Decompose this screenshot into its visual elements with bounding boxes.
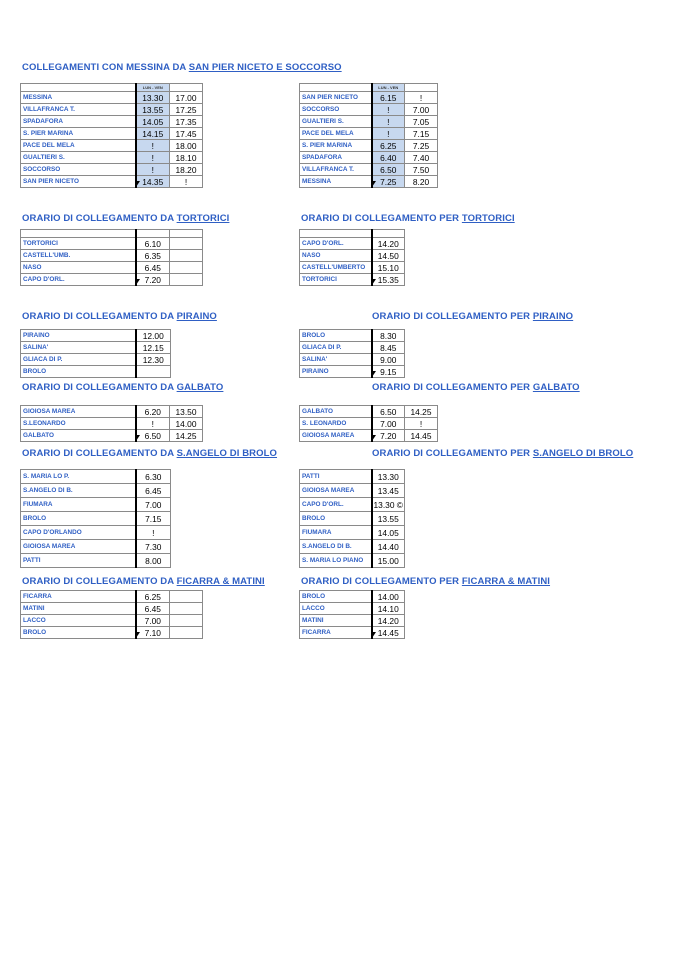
departure-time: 7.25	[372, 176, 405, 188]
galbato-to-title: ORARIO DI COLLEGAMENTO PER GALBATO	[372, 382, 580, 393]
departure-time: !	[372, 116, 405, 128]
stop-name: SALINA'	[21, 342, 136, 354]
table-row	[21, 262, 203, 274]
departure-time: 7.00	[136, 498, 171, 512]
table-row	[300, 140, 438, 152]
sangelo-from-link[interactable]: S.ANGELO DI BROLO	[176, 448, 278, 459]
departure-time: 7.30	[136, 540, 171, 554]
stop-name: BROLO	[300, 330, 372, 342]
departure-time: 14.40	[372, 540, 405, 554]
stop-name: MESSINA	[300, 176, 372, 188]
departure-time: 6.50	[136, 430, 170, 442]
stop-name: SPADAFORA	[21, 116, 136, 128]
stop-name: MESSINA	[21, 92, 136, 104]
ficarra-from-table	[20, 590, 203, 639]
stop-name: S.ANGELO DI B.	[21, 484, 136, 498]
departure-time: 6.50	[372, 406, 405, 418]
sangelo-to-table	[299, 469, 405, 568]
stop-name: FIUMARA	[300, 526, 372, 540]
ficarra-to-title: ORARIO DI COLLEGAMENTO PER FICARRA & MATINI	[301, 576, 551, 587]
departure-time	[170, 250, 203, 262]
stop-name: PIRAINO	[21, 330, 136, 342]
departure-time	[136, 366, 171, 378]
stop-name: PATTI	[21, 554, 136, 568]
departure-time: 13.50	[170, 406, 203, 418]
departure-time: 7.05	[405, 116, 438, 128]
table-row	[300, 615, 405, 627]
table-row	[300, 430, 438, 442]
piraino-to-table	[299, 329, 405, 378]
departure-time	[170, 591, 203, 603]
departure-time: 6.35	[136, 250, 170, 262]
departure-time: 17.00	[170, 92, 203, 104]
departure-time	[170, 615, 203, 627]
header-cell	[405, 84, 438, 92]
departure-time: 7.20	[372, 430, 405, 442]
departure-time: 8.00	[136, 554, 171, 568]
stop-name: BROLO	[21, 366, 136, 378]
messina-to-table	[299, 83, 438, 188]
departure-time: 14.05	[136, 116, 170, 128]
departure-time: 14.15	[136, 128, 170, 140]
header-cell	[300, 84, 372, 92]
departure-time: 13.55	[136, 104, 170, 116]
ficarra-from-title: ORARIO DI COLLEGAMENTO DA FICARRA & MATINI	[22, 576, 265, 587]
departure-time: 6.50	[372, 164, 405, 176]
sangelo-to-title: ORARIO DI COLLEGAMENTO PER S.ANGELO DI BROLO	[372, 448, 634, 459]
departure-time: 18.00	[170, 140, 203, 152]
table-row	[21, 512, 171, 526]
departure-time: 17.25	[170, 104, 203, 116]
departure-time: 6.25	[136, 591, 170, 603]
departure-time: 6.30	[136, 470, 171, 484]
departure-time: 7.10	[136, 627, 170, 639]
departure-time: 6.10	[136, 238, 170, 250]
stop-name: CAPO D'ORL.	[300, 238, 372, 250]
departure-time: 17.35	[170, 116, 203, 128]
departure-time: 8.45	[372, 342, 405, 354]
departure-time: 7.00	[136, 615, 170, 627]
piraino-from-title: ORARIO DI COLLEGAMENTO DA PIRAINO	[22, 311, 217, 322]
departure-time: 6.20	[136, 406, 170, 418]
departure-time: 14.45	[405, 430, 438, 442]
departure-time	[170, 262, 203, 274]
stop-name: S. MARIA LO P.	[21, 470, 136, 484]
tortorici-from-link[interactable]: TORTORICI	[176, 213, 230, 224]
tortorici-from-title: ORARIO DI COLLEGAMENTO DA TORTORICI	[22, 213, 230, 224]
stop-name: GALBATO	[21, 430, 136, 442]
stop-name: CAPO D'ORLANDO	[21, 526, 136, 540]
departure-time: 18.20	[170, 164, 203, 176]
stop-name: S. MARIA LO PIANO	[300, 554, 372, 568]
table-row	[21, 116, 203, 128]
blank-cell	[21, 230, 136, 238]
table-row	[300, 366, 405, 378]
departure-time: 13.30	[372, 470, 405, 484]
departure-time: 14.35	[136, 176, 170, 188]
departure-time: 15.10	[372, 262, 405, 274]
blank-cell	[300, 230, 372, 238]
ficarra-to-link[interactable]: FICARRA & MATINI	[461, 576, 551, 587]
table-row	[21, 128, 203, 140]
departure-time: 14.20	[372, 615, 405, 627]
stop-name: S. LEONARDO	[300, 418, 372, 430]
table-row	[300, 152, 438, 164]
departure-time: 6.25	[372, 140, 405, 152]
sangelo-from-title: ORARIO DI COLLEGAMENTO DA S.ANGELO DI BROLO	[22, 448, 278, 459]
departure-time: 13.30	[136, 92, 170, 104]
table-row	[300, 238, 405, 250]
table-row	[21, 615, 203, 627]
stop-name: FIUMARA	[21, 498, 136, 512]
table-row	[300, 526, 405, 540]
piraino-from-link[interactable]: PIRAINO	[176, 311, 217, 322]
table-row	[300, 262, 405, 274]
stop-name: S. PIER MARINA	[21, 128, 136, 140]
departure-time: 6.45	[136, 603, 170, 615]
departure-time: 7.15	[405, 128, 438, 140]
schedule-header-label: LUN - VEN	[136, 84, 170, 92]
departure-time: 14.00	[170, 418, 203, 430]
tortorici-to-title: ORARIO DI COLLEGAMENTO PER TORTORICI	[301, 213, 515, 224]
departure-time: 12.00	[136, 330, 171, 342]
departure-time: 14.10	[372, 603, 405, 615]
stop-name: CASTELL'UMBERTO	[300, 262, 372, 274]
table-row	[300, 627, 405, 639]
departure-time: !	[405, 418, 438, 430]
sangelo-to-link[interactable]: S.ANGELO DI BROLO	[532, 448, 634, 459]
departure-time: 6.40	[372, 152, 405, 164]
table-row	[300, 116, 438, 128]
departure-time: 17.45	[170, 128, 203, 140]
departure-time: !	[136, 164, 170, 176]
departure-time: !	[405, 92, 438, 104]
departure-time: 12.30	[136, 354, 171, 366]
stop-name: BROLO	[21, 512, 136, 526]
departure-time: 7.25	[405, 140, 438, 152]
table-row	[300, 354, 405, 366]
table-row	[21, 366, 171, 378]
table-row	[300, 540, 405, 554]
tortorici-from-table	[20, 229, 203, 286]
stop-name: PIRAINO	[300, 366, 372, 378]
table-row	[21, 470, 171, 484]
piraino-to-title: ORARIO DI COLLEGAMENTO PER PIRAINO	[372, 311, 574, 322]
table-row	[300, 176, 438, 188]
table-row	[21, 238, 203, 250]
departure-time: 14.25	[405, 406, 438, 418]
galbato-from-table	[20, 405, 203, 442]
departure-time: 7.15	[136, 512, 171, 526]
departure-time: 14.05	[372, 526, 405, 540]
stop-name: FICARRA	[21, 591, 136, 603]
stop-name: CAPO D'ORL.	[300, 498, 372, 512]
departure-time: !	[136, 140, 170, 152]
messina-section-title: COLLEGAMENTI CON MESSINA DA SAN PIER NICETO E SOCCORSO	[22, 62, 342, 73]
header-cell	[21, 84, 136, 92]
departure-time: 6.45	[136, 484, 171, 498]
departure-time: 18.10	[170, 152, 203, 164]
departure-time	[170, 238, 203, 250]
stop-name: GIOIOSA MAREA	[300, 430, 372, 442]
table-row	[21, 554, 171, 568]
stop-name: VILLAFRANCA T.	[300, 164, 372, 176]
stop-name: GLIACA DI P.	[21, 354, 136, 366]
table-row	[21, 250, 203, 262]
stop-name: GIOIOSA MAREA	[21, 406, 136, 418]
messina-from-table	[20, 83, 203, 188]
stop-name: GUALTIERI S.	[21, 152, 136, 164]
messina-title-link[interactable]: SAN PIER NICETO E SOCCORSO	[188, 62, 342, 73]
table-row	[21, 140, 203, 152]
departure-time: 15.00	[372, 554, 405, 568]
blank-cell	[372, 230, 405, 238]
departure-time: !	[372, 128, 405, 140]
table-row	[21, 330, 171, 342]
stop-name: S.LEONARDO	[21, 418, 136, 430]
departure-time	[170, 627, 203, 639]
departure-time: 7.00	[372, 418, 405, 430]
table-row	[300, 330, 405, 342]
departure-time: !	[136, 418, 170, 430]
table-row	[300, 554, 405, 568]
stop-name: BROLO	[300, 591, 372, 603]
stop-name: VILLAFRANCA T.	[21, 104, 136, 116]
sangelo-from-table	[20, 469, 171, 568]
table-row	[21, 603, 203, 615]
stop-name: GALBATO	[300, 406, 372, 418]
galbato-from-link[interactable]: GALBATO	[176, 382, 224, 393]
departure-time	[170, 603, 203, 615]
tortorici-to-table	[299, 229, 405, 286]
ficarra-to-table	[299, 590, 405, 639]
table-row	[300, 484, 405, 498]
stop-name: SPADAFORA	[300, 152, 372, 164]
table-row	[300, 250, 405, 262]
stop-name: SAN PIER NICETO	[21, 176, 136, 188]
departure-time: 6.15	[372, 92, 405, 104]
table-row	[300, 498, 405, 512]
departure-time: 6.45	[136, 262, 170, 274]
stop-name: SAN PIER NICETO	[300, 92, 372, 104]
table-row	[300, 591, 405, 603]
departure-time: 13.55	[372, 512, 405, 526]
departure-time: 14.00	[372, 591, 405, 603]
stop-name: SOCCORSO	[21, 164, 136, 176]
table-row	[21, 418, 203, 430]
piraino-from-table	[20, 329, 171, 378]
stop-name: PATTI	[300, 470, 372, 484]
stop-name: CASTELL'UMB.	[21, 250, 136, 262]
departure-time: 15.35	[372, 274, 405, 286]
blank-cell	[170, 230, 203, 238]
stop-name: PACE DEL MELA	[300, 128, 372, 140]
table-row	[300, 418, 438, 430]
departure-time: 13.30 ©	[372, 498, 405, 512]
stop-name: TORTORICI	[300, 274, 372, 286]
stop-name: NASO	[21, 262, 136, 274]
stop-name: PACE DEL MELA	[21, 140, 136, 152]
table-row	[300, 603, 405, 615]
table-row	[300, 128, 438, 140]
table-row	[21, 354, 171, 366]
stop-name: GLIACA DI P.	[300, 342, 372, 354]
stop-name: GIOIOSA MAREA	[21, 540, 136, 554]
departure-time: 9.15	[372, 366, 405, 378]
table-row	[21, 274, 203, 286]
table-row	[300, 104, 438, 116]
stop-name: SALINA'	[300, 354, 372, 366]
table-row	[21, 164, 203, 176]
departure-time: 7.40	[405, 152, 438, 164]
departure-time: 7.00	[405, 104, 438, 116]
table-row	[21, 484, 171, 498]
departure-time: !	[170, 176, 203, 188]
stop-name: TORTORICI	[21, 238, 136, 250]
table-row	[21, 627, 203, 639]
stop-name: MATINI	[21, 603, 136, 615]
departure-time: 8.30	[372, 330, 405, 342]
table-row	[21, 104, 203, 116]
stop-name: S. PIER MARINA	[300, 140, 372, 152]
table-row	[300, 512, 405, 526]
departure-time: 13.45	[372, 484, 405, 498]
stop-name: GIOIOSA MAREA	[300, 484, 372, 498]
tortorici-to-link[interactable]: TORTORICI	[461, 213, 515, 224]
stop-name: MATINI	[300, 615, 372, 627]
stop-name: FICARRA	[300, 627, 372, 639]
table-row	[21, 92, 203, 104]
table-row	[21, 498, 171, 512]
table-row	[300, 164, 438, 176]
table-row	[300, 470, 405, 484]
stop-name: CAPO D'ORL.	[21, 274, 136, 286]
departure-time: !	[136, 526, 171, 540]
table-row	[300, 274, 405, 286]
departure-time: 14.25	[170, 430, 203, 442]
table-row	[21, 152, 203, 164]
table-row	[21, 540, 171, 554]
table-row	[21, 430, 203, 442]
departure-time: 14.20	[372, 238, 405, 250]
stop-name: GUALTIERI S.	[300, 116, 372, 128]
galbato-from-title: ORARIO DI COLLEGAMENTO DA GALBATO	[22, 382, 224, 393]
table-row	[21, 342, 171, 354]
table-row	[21, 406, 203, 418]
departure-time: 14.50	[372, 250, 405, 262]
ficarra-from-link[interactable]: FICARRA & MATINI	[176, 576, 265, 587]
stop-name: NASO	[300, 250, 372, 262]
table-row	[300, 406, 438, 418]
blank-cell	[136, 230, 170, 238]
departure-time: !	[372, 104, 405, 116]
piraino-to-link[interactable]: PIRAINO	[532, 311, 574, 322]
stop-name: LACCO	[300, 603, 372, 615]
departure-time: 14.45	[372, 627, 405, 639]
galbato-to-table	[299, 405, 438, 442]
table-row	[21, 526, 171, 540]
schedule-header-label: LUN - VEN	[372, 84, 405, 92]
stop-name: LACCO	[21, 615, 136, 627]
departure-time	[170, 274, 203, 286]
table-row	[21, 176, 203, 188]
departure-time: 9.00	[372, 354, 405, 366]
table-row	[21, 591, 203, 603]
stop-name: SOCCORSO	[300, 104, 372, 116]
stop-name: BROLO	[300, 512, 372, 526]
table-row	[300, 342, 405, 354]
departure-time: 7.20	[136, 274, 170, 286]
stop-name: S.ANGELO DI B.	[300, 540, 372, 554]
departure-time: !	[136, 152, 170, 164]
departure-time: 12.15	[136, 342, 171, 354]
departure-time: 8.20	[405, 176, 438, 188]
header-cell	[170, 84, 203, 92]
departure-time: 7.50	[405, 164, 438, 176]
stop-name: BROLO	[21, 627, 136, 639]
table-row	[300, 92, 438, 104]
galbato-to-link[interactable]: GALBATO	[532, 382, 580, 393]
